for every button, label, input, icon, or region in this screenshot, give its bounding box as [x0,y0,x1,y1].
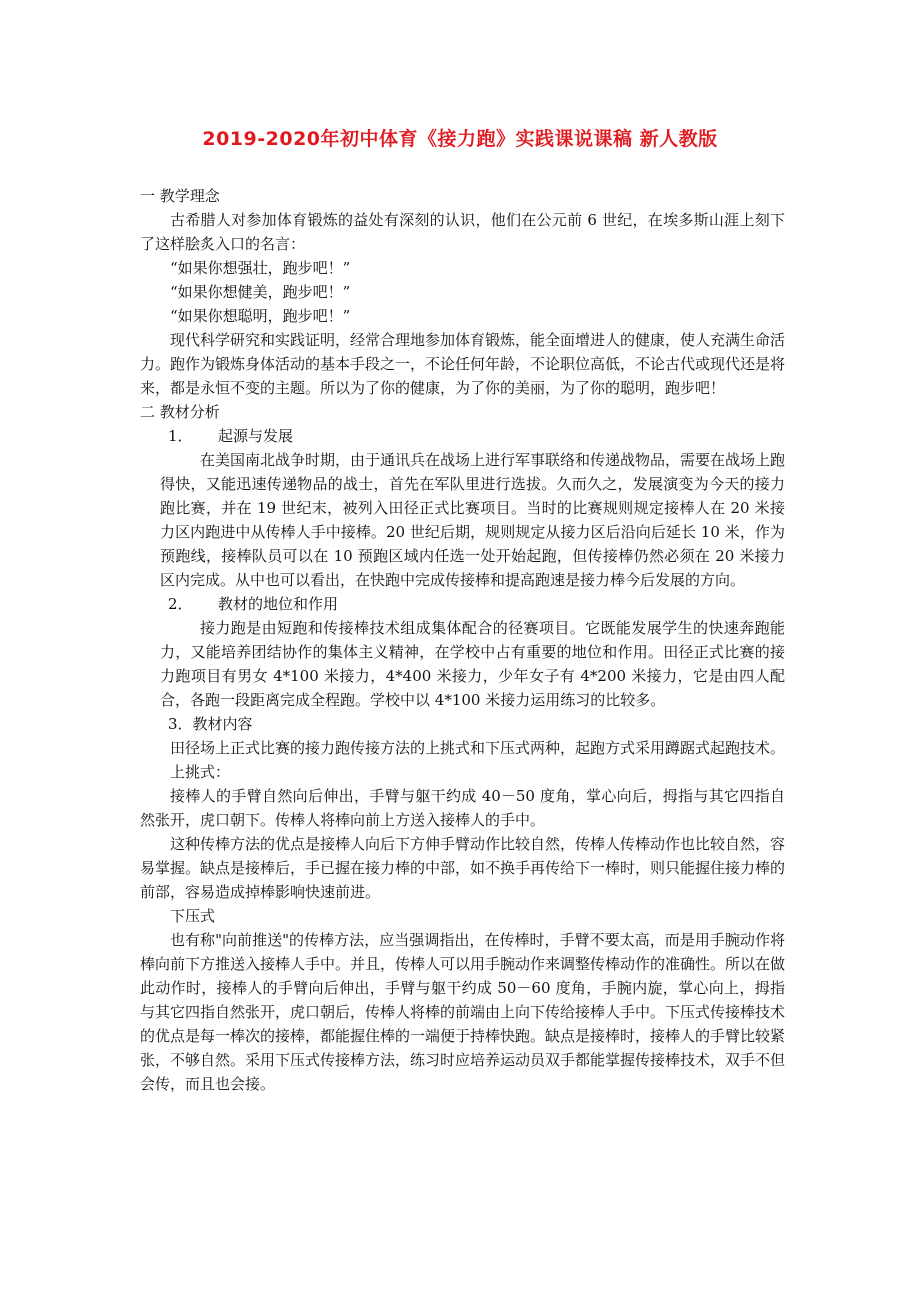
subsection-heading-origin [140,424,785,448]
document-title: 2019-2020年初中体育《接力跑》实践课说课稿 新人教版 [202,128,718,150]
paragraph-intro: 古希腊人对参加体育锻炼的益处有深刻的认识，他们在公元前 6 世纪，在埃多斯山涯上刻下了这样脍炙入口的名言： [140,211,785,253]
quote-line-2: “如果你想健美，跑步吧！” [170,283,351,301]
subsection-heading-content: 3．教材内容 [168,715,253,733]
section-heading-2: 二 教材分析 [140,403,220,421]
paragraph-content: 田径场上正式比赛的接力跑传接方法的上挑式和下压式两种，起跑方式采用蹲踞式起跑技术。 [170,739,786,757]
document-body [140,184,785,1096]
quote-line-3: “如果你想聪明，跑步吧！” [170,307,351,325]
quote-line-1: “如果你想强壮，跑步吧！” [170,259,351,277]
paragraph-lower: 也有称"向前推送"的传棒方法，应当强调指出，在传棒时，手臂不要太高，而是用手腕动作将棒向前下方推送入接棒人手中。并且，传棒人可以用手腕动作来调整传棒动作的准确性。所以在做此动作时，接棒人的手臂向后伸出，手臂与躯干约成 50－60 度角，手腕内旋，掌心向上，拇指与其它四指自然张开，虎口朝后，传棒人将棒的前端由上向下传给接棒人手中。下压式传接棒技术的优点是每一棒次的接棒，都能握住棒的一端便于持棒快跑。缺点是接棒时，接棒人的手臂比较紧张，不够自然。采用下压式传接棒方法，练习时应培养运动员双手都能掌握传接棒技术，双手不但会传，而且也会接。 [140,931,786,1093]
subsection-title: 起源与发展 [218,427,294,445]
section-heading-1: 一 教学理念 [140,187,220,205]
technique-heading-upper: 上挑式： [170,763,231,781]
paragraph-upper-2: 这种传棒方法的优点是接棒人向后下方伸手臂动作比较自然，传棒人传棒动作也比较自然，容易掌握。缺点是接棒后，手已握在接力棒的中部，如不换手再传给下一棒时，则只能握住接力棒的前部，容易造成掉棒影响快速前进。 [140,835,786,901]
subsection-number: 1． [168,427,193,445]
subsection-heading-role [140,592,785,616]
paragraph-role: 接力跑是由短跑和传接棒技术组成集体配合的径赛项目。它既能发展学生的快速奔跑能力，又能培养团结协作的集体主义精神，在学校中占有重要的地位和作用。田径正式比赛的接力跑项目有男女 4*100 米接力，4*400 米接力，少年女子有 4*200 米接力，它是由四人配合，各跑一段距离完成全程跑。学校中以 4*100 米接力运用练习的比较多。 [160,619,785,709]
subsection-number: 2． [168,595,193,613]
paragraph-upper-1: 接棒人的手臂自然向后伸出，手臂与躯干约成 40－50 度角，掌心向后，拇指与其它四指自然张开，虎口朝下。传棒人将棒向前上方送入接棒人的手中。 [140,787,785,829]
paragraph-origin: 在美国南北战争时期，由于通讯兵在战场上进行军事联络和传递战物品，需要在战场上跑得快，又能迅速传递物品的战士，首先在军队里进行选拔。久而久之，发展演变为今天的接力跑比赛，并在 19 世纪末，被列入田径正式比赛项目。当时的比赛规则规定接棒人在 20 米接力区内跑进中从传棒人手中接棒。20 世纪后期，规则规定从接力区后沿向后延长 10 米，作为预跑线，接棒队员可以在 10 预跑区域内任选一处开始起跑，但传接棒仍然必须在 20 米接力区内完成。从中也可以看出，在快跑中完成传接棒和提高跑速是接力棒今后发展的方向。 [160,451,786,589]
technique-heading-lower: 下压式 [170,907,216,925]
paragraph-modern-research: 现代科学研究和实践证明，经常合理地参加体育锻炼，能全面增进人的健康，使人充满生命活力。跑作为锻炼身体活动的基本手段之一，不论任何年龄，不论职位高低，不论古代或现代还是将来，都是永恒不变的主题。所以为了你的健康，为了你的美丽，为了你的聪明，跑步吧！ [140,331,786,397]
subsection-title: 教材的地位和作用 [218,595,339,613]
